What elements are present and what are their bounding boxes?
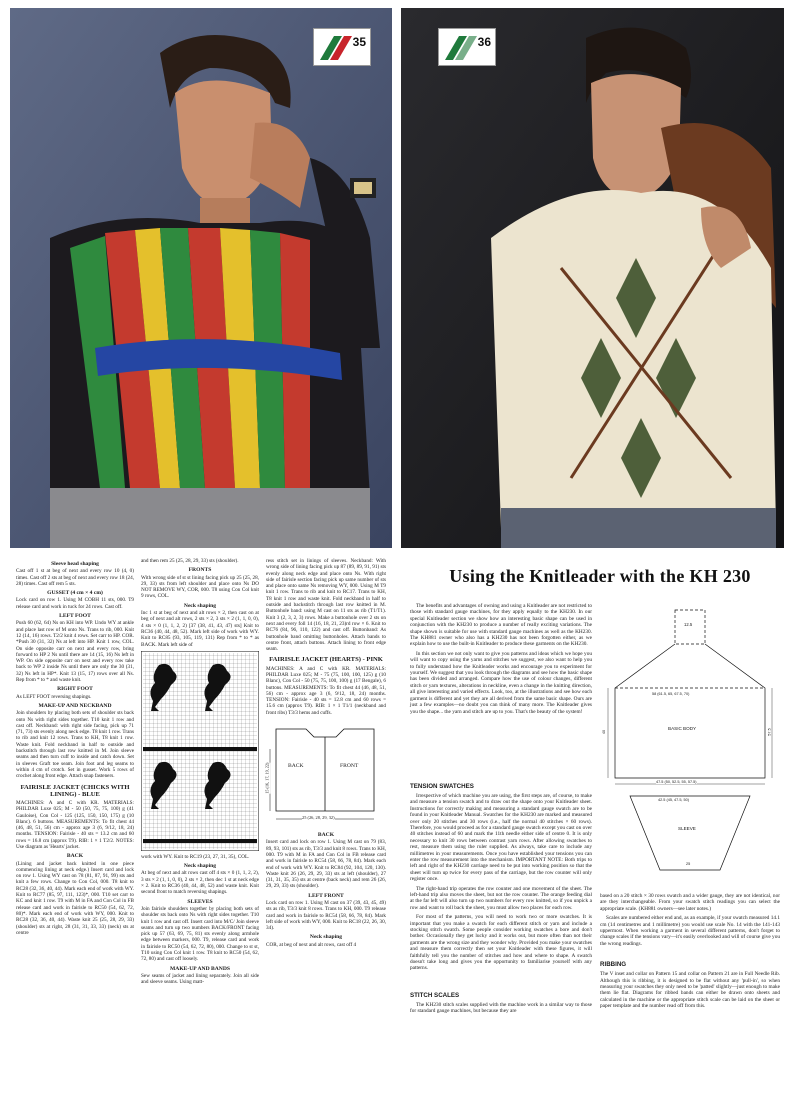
paragraph: MACHINES: A and C with KR. MATERIALS: PHILDAR Luxe 025; M - 75 (75, 100, 100, 125) g (10 Blanc), Con Col - 50 (75, 75, 100, 100) g (17 Bengale), 6 buttons. MEASUREMENTS: To fit chest 44 (46, 48, 51, 56) cm - approx age 3 (6, 9/12, 18, 24) months. TENSION: Fairisle - 40 sts = 12.8 cm and 60 rows = 15.6 cm (approx T9). RIB: 1 × 1 T1/1 (neckband and front ribs) T3/3 hems and cuffs.	[266, 665, 386, 716]
knitleader-column-right	[600, 893, 780, 1013]
jacket-schematic-diagram	[266, 719, 386, 829]
diagram-label-sleeve: SLEEVE	[678, 826, 696, 831]
paragraph: (Lining and jacket back knitted in one piece commencing lining at neck edge.) Insert card and lock on row 1. Using WY cast on 78 (81, 87, 91, 99) sts and knit a few rows. Change to Con Col, 000. T8 knit to RC28 (32, 36, 40, 44). Mark each end of work with WY. Knit to RC77 (85, 97, 111, 123)*, 000. T10 set carr to KC and knit 1 row. T9 with M in FA and Con Col in FB release card and work in fairisle to RC50 (54, 62, 72, 80)*. Mark each end of work with WY, 000. Knit to RC28 (32, 36, 40, 44). Waste knit 25 (25, 28, 29, 33) (shoulder) sts at right, 28 (31, 31, 33, 33) (neck) sts at centre	[16, 860, 134, 936]
intro-paragraph: The benefits and advantages of owning and using a Knitleader are not restricted to those with standard gauge machines, for they apply equally to the KH230. In our special Knitleader section we show how an interesting basic shape can be used in conjunction with the KH230 to produce a number of really exciting variations. The shape shown is suitable for use with standard gauge machines as well as the KH230. The KH881 owner who also has a KH230 has not been forgotten either, as we explain how to use the built-in Knitleader to produce these garments on the KH230.	[410, 603, 592, 648]
paragraph: Join fairisle shoulders together by placing both sets of shoulder sts back onto Ns with right sides together. T10 knit 1 row and cast off. Insert card into M/C/ Join sleeve seams and turn up two numbers BACK/FRONT facing pick up 57 (63, 69, 75, 81) sts evenly along armhole edge between markers, 000. T9, release card and work in fairisle to RC50 (54, 62, 72, 80), 000. Change to st st, T10 using Con Col knit 1 row. T8 knit to RC50 (54, 62, 72, 80) and cast off loosely.	[141, 905, 259, 963]
paragraph: Irrespective of which machine you are using, the first steps are, of course, to make and measure a tension swatch and to draw out the shape onto your Knitleader sheet. Instructions for correctly making and measuring a standard gauge swatch are to be found in your Knitleader Manual. Swatches for the KH230 are marked and measured over only 20 stitches and 30 rows (i.e., half the normal 40 stitches × 60 rows). Therefore, you would proceed as for a standard gauge swatch except you cast on over 40 stitches instead of 60 and mark the 11th needle either side of centre 0. It is only necessary to knit 30 rows between contrast yarn rows. After allowing swatches to rest, measure them using the ruler supplied. As always, take care to include any millimetres in your measurements. Once you have established your tensions you can enter the row measurement into the mechanism. IMPORTANT NOTE: Both trips to left and right of the KH230 carriage need to be put into working position so that the sheet will turn up twice for every pass of the carriage, but the row counter will only register once.	[410, 792, 592, 883]
intro-paragraph: In this section we not only want to give you patterns and ideas which we hope you will want to copy using the yarns and stitches we suggest, we also want to help you to fully understand how the Knitleader works and encourage you to experiment for yourself. We suggest that you look through the diagrams and see how the basic shape has been divided and arranged. Compare how the use of colour changes, different stitch or yarn textures, alterations in neckline, even a change in the knitting direction, all give interesting and varied effects. Look, too, at the illustrations and see how each garment is different and yet they are all derived from the same basic shape. Ours are just a few examples—no doubt you can think of many more. The Knitleader gives you the shape... the yarn and stitch are up to you. That's the beauty of the system!	[410, 650, 592, 715]
heading-fairisle-jacket-hearts: FAIRISLE JACKET (HEARTS) - PINK	[269, 656, 383, 664]
diagram-dim-sleeve: 42.5 (45, 47.5, 50)	[658, 798, 690, 802]
paragraph: The V inset and collar on Pattern 15 and collar on Pattern 21 are in Full Needle Rib. Although this is ribbing, it is designed to be flat without any 'pull-in', so when measuring your swatches they only need to be 'patted' slightly—just enough to make them lie flat. Diagrams for ribbed bands can either be drawn onto sheets and calculated in the machine or the appropriate stitch scale can be laid on the sheet or paper template and the number read off from this.	[600, 971, 780, 1010]
diagram-label-front: FRONT	[340, 763, 359, 770]
heading-sleeve-head-shaping: Sleeve head shaping	[51, 561, 99, 567]
diagram-dim-top: 12.5	[684, 622, 693, 627]
pattern-column-3	[266, 558, 386, 950]
paragraph: At beg of next and alt rows cast off 4 sts × 0 (1, 1, 2, 2), 3 sts × 2 (1, 1, 0, 0), 2 sts × 2, then dec 1 st at neck edge × 2. Knit to RC36 (40, 44, 48, 52) and waste knit. Knit second front to match reversing shapings.	[141, 870, 259, 896]
article-title: Using the Knitleader with the KH 230	[449, 566, 751, 586]
heading-neck-shaping-3: Neck shaping	[309, 934, 343, 941]
paragraph: Join shoulders by placing both sets of shoulder sts back onto Ns with right sides together. T10 knit 1 row and cast off. Neckband: with right side facing, pick up 71 (71, 73) sts evenly along neck edge. T8 knit 1 row. Trans to rib and knit 12 rows. Trans to KH, T8 knit 1 row. Waste knit. Fold neckband in half to outside and backstitch through last row knitted in M. Join sleeve seams and then turn cuff to inside and catch down. Set in sleeves Graft toe seam. Join foot and leg seams to within 4 cm of crotch. Set in gusset. Work 5 rows of crochet along front edge. Attach snap fasteners.	[16, 710, 134, 780]
diagram-dim-cuff: 25	[686, 862, 691, 866]
heading-stitch-scales: STITCH SCALES	[410, 991, 460, 999]
diagram-label-back: BACK	[288, 763, 304, 770]
heading-left-foot: LEFT FOOT	[59, 613, 91, 620]
paragraph: The KH230 stitch scales supplied with the machine work in a similar way to those for standard gauge machines, but because they are	[410, 1001, 592, 1015]
paragraph: Sew seams of jacket and lining separately. Join all side and sleeve seams. Using matt-	[141, 972, 259, 986]
heading-ribbing: RIBBING	[600, 961, 627, 969]
paragraph: and then rem 25 (25, 28, 29, 33) sts (shoulder).	[141, 558, 239, 564]
paragraph: For most of the patterns, you will need to work two or more swatches. It is important that you make a swatch for each different stitch or yarn and include a stocking stitch swatch. Some people consider working swatches a bore and don't bother. Occasionally they get lucky and it works out, but more often than not their garments are the wrong size and they wonder why. Provided you make your swatches and measure them correctly then set your Knitleader with these figures, it will faithfully tell you the number of stitches and how and where to shape. A swatch doesn't take long and gives you the opportunity to familiarise yourself with any patterns.	[410, 914, 592, 972]
photo-man-diamond-sweater	[401, 8, 784, 548]
paragraph: Push 60 (62, 64) Ns on KH into WP. Undo WY at ankle and place last row of M onto Ns. Trans to rib, 000. Knit 12 (14, 16) rows. T2/2 knit 4 rows. Set carr to HP. COR. *Push 30 (31, 32) Ns at left into HP. Knit 1 row, COL. On side opposite carr on next and every row, bring forward to HP 2 Ns until there are 14 (15, 16) Ns left in WP. On side opposite carr on next and every row take back to WP 2 inside Ns until there are only the 30 (31, 32) Ns left in HP*. Knit 13 (15, 17) rows over all Ns. Rep from * to * and waste knit.	[16, 620, 134, 684]
heading-fronts: FRONTS	[188, 567, 212, 574]
heading-gusset: GUSSET (4 cm × 4 cm)	[47, 590, 103, 597]
paragraph: Insert card and lock on row 1. Using M cast on 79 (83, 89, 93, 101) sts as rib, T3/3 and knit 8 rows. Trans to KH, 000. T9 with M in FA and Con Col in FB release card and work in fairisle to RC54 (58, 66, 78, 84). Mark each end of work with WY. Knit to RC84 (92, 104, 120, 130). Waste knit 26 (26, 29, 29, 33) sts at left (shoulder), 27 (31, 31, 35, 35) sts at centre (back neck) and rem 26 (26, 29, 29, 33) sts (shoulder).	[266, 839, 386, 890]
heading-neck-shaping: Neck shaping	[183, 602, 217, 609]
heading-back-hearts: BACK	[317, 832, 335, 839]
heading-sleeves: SLEEVES	[187, 898, 213, 905]
diagram-dim-width: 47.5 (50, 52.5, 55, 57.5)	[656, 780, 697, 784]
page-number-left: 35	[352, 35, 366, 49]
paragraph: Lock card on row 1. Using M cast on 37 (39, 43, 45, 49) sts as rib, T3/3 knit 8 rows. Trans to KH, 000. T9 release card and work in fairisle to RC54 (58, 66, 78, 84). Mark left side of work with WY, 000. Knit to RC18 (22, 26, 30, 34).	[266, 900, 386, 932]
heading-back: BACK	[66, 853, 84, 860]
page-number-badge-left	[313, 28, 371, 66]
paragraph: Scales are numbered either end and, as an example, if your swatch measured 14.1 cm (14 centimetres and 1 millimetre) you would use scale No. 14 with the 141-143 uppermost. When working a garment in several different patterns, don't forget to change scales if the tensions vary—it's easily overlooked and will of course give you the wrong readings.	[600, 915, 780, 947]
diagram-dim-shoulder: 58 (61.5, 65, 67.5, 70)	[652, 692, 690, 696]
diagram-label-basic-body: BASIC BODY	[668, 726, 697, 731]
heading-make-up-bands: MAKE-UP AND BANDS	[170, 965, 230, 972]
paragraph: Lock card on row 1. Using M COBH 11 sts, 000. T9 release card and work in tuck for 24 rows. Cast off.	[16, 597, 134, 610]
diagram-dim-height: 57.5	[767, 728, 772, 736]
heading-neck-shaping-2: Neck shaping	[183, 863, 217, 870]
paragraph: Cast off 1 st at beg of next and every row 10 (4, 0) times. Cast off 2 sts at beg of next and every row 18 (24, 28) times. Cast off rem 5 sts.	[16, 568, 134, 587]
diagram-dim-side: 40	[602, 729, 607, 735]
paragraph: MACHINES: A and C with KR. MATERIALS: PHILDAR Luxe 025; M - 50 (50, 75, 75, 100) g (41 Gauloise), Con Col - 125 (125, 150, 150, 175) g (10 Blanc). 6 buttons. MEASUREMENTS: To fit chest 44 (46, 48, 51, 56) cm - approx age 3 (6, 9/12, 18, 24) months. TENSION: Fairisle - 40 sts = 13.2 cm and 60 rows = 16.8 cm (approx T9). RIB: 1 × 1 T2/2. NOTES: Use diagram as 'Hearts' jacket.	[16, 799, 134, 850]
heading-left-front: LEFT FRONT	[308, 892, 344, 899]
diagram-dim-width: 25 (26, 28, 29, 32)	[302, 815, 335, 821]
paragraph: ress stitch set in linings of sleeves. Neckband: With wrong side of lining facing pick up 87 (89, 89, 91, 91) sts evenly along neck edge and place onto Ns. With right side of fairisle section facing pick up same number of sts and place onto same Ns removing WY, 000. Using M T9 knit 1 row. Trans to rib and knit to RC17. Trans to KH, T8 knit 1 row and waste knit. Fold neckband in half to outside and backstitch through last row knitted in M. Buttonhole band: using M cast on 11 sts as rib (T1/T1). Knit 3 (2, 3, 2, 3) rows. Make a buttonhole over 2 sts on next and every foll 14 (16, 18, 21, 23)rd row × 6. Knit to RC76 (84, 96, 110, 122) and cast off. Buttonband: As buttonhole band omitting buttonholes. Attach bands to centre front, attach buttons. Attach lining to front edge seam.	[266, 558, 386, 653]
page-number-right: 36	[477, 35, 491, 49]
knitleader-column-left	[410, 603, 592, 1018]
punchcard-chart	[141, 651, 259, 851]
heading-make-up-neckband: MAKE-UP AND NECKBAND	[38, 702, 112, 709]
pattern-column-1	[16, 558, 134, 938]
paragraph: COR, at beg of next and alt rows, cast off 4	[266, 941, 357, 948]
paragraph: As LEFT FOOT reversing shapings.	[16, 693, 92, 700]
heading-right-foot: RIGHT FOOT	[57, 686, 93, 693]
page-number-badge-right	[438, 28, 496, 66]
paragraph: With wrong side of st st lining facing pick up 25 (25, 28, 29, 33) sts from left shoulder and place onto Ns DO NOT REMOVE WY, COR, 000. T8 using Con Col knit 9 rows, COL.	[141, 574, 259, 600]
pattern-column-2	[141, 558, 259, 988]
paragraph: The right-hand trip operates the row counter and one movement of the sheet. The left-hand trip also moves the sheet, but not the row counter. The orange feeding dial at the far left will also turn up two numbers for every row knitted, so if you unpick a row and want to roll back the sheet, you must allow two places for each row.	[410, 885, 592, 911]
photo-man-striped-sweater	[10, 8, 392, 548]
heading-tension-swatches: TENSION SWATCHES	[410, 782, 474, 790]
basic-shape-diagram	[600, 600, 780, 890]
heading-fairisle-jacket-chicks: FAIRISLE JACKET (CHICKS WITH LINING) - BLUE	[20, 783, 130, 798]
diagram-dim-height: 15 (16, 17, 19, 22)	[264, 762, 270, 794]
paragraph: based on a 20 stitch × 30 rows swatch and a wider gauge, they are not identical, nor are they interchangeable. From your swatch stitch readings you can select the appropriate scale. (KH881 owners—see later notes.)	[600, 893, 780, 912]
paragraph: Inc 1 st at beg of next and alt rows × 2, then cast on at beg of next and alt rows, 2 sts × 2, 3 sts × 2 (1, 1, 0, 0), 4 sts × 0 (1, 1, 2, 2) [37 (38, 41, 43, 47) sts] Knit to RC36 (40, 44, 48, 52). Mark left side of work with WY. Knit to RC85 (93, 105, 119, 131) Rep from * to * as BACK. Mark left side of	[141, 610, 259, 648]
paragraph: work with WY. Knit to RC19 (23, 27, 31, 35), COL.	[141, 853, 250, 860]
